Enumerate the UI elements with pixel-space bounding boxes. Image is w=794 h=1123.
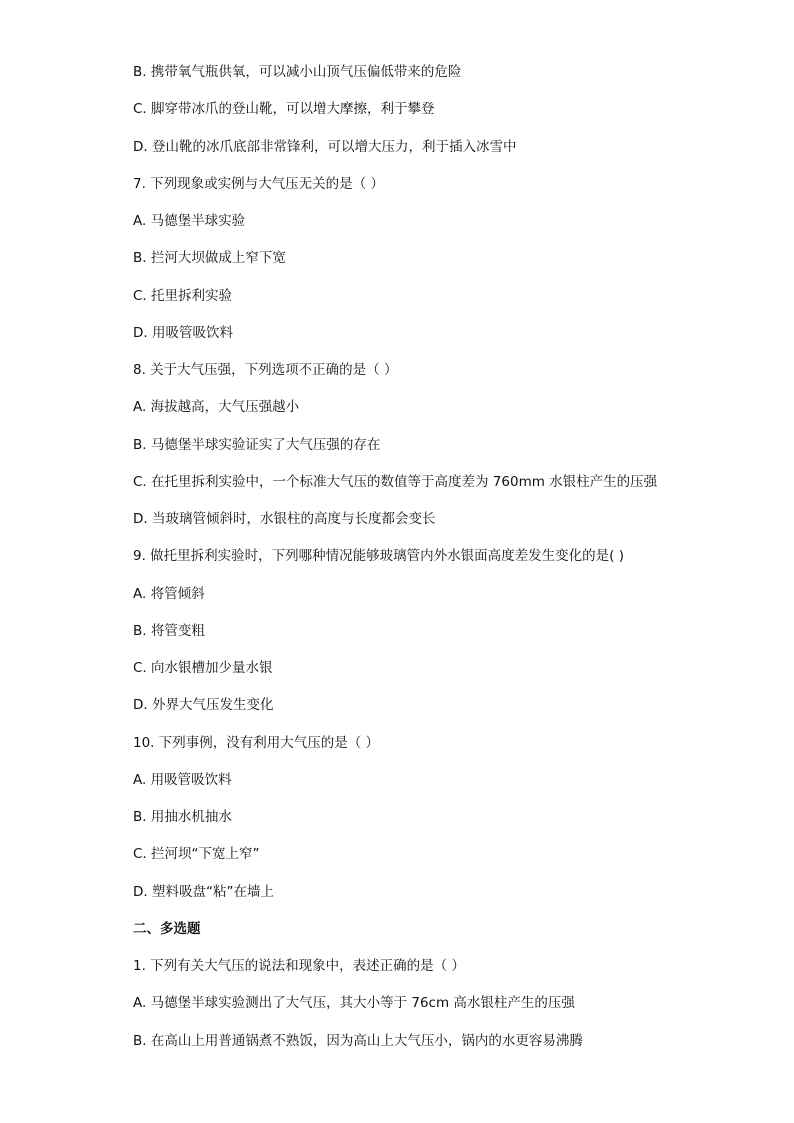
option-10c: C. 拦河坝“下宽上窄” xyxy=(133,846,260,862)
option-6c: C. 脚穿带冰爪的登山靴，可以增大摩擦，利于攀登 xyxy=(133,101,435,117)
option-6b: B. 携带氧气瓶供氧，可以减小山顶气压偏低带来的危险 xyxy=(133,64,462,80)
option-9b: B. 将管变粗 xyxy=(133,623,205,639)
option-10d: D. 塑料吸盘“粘”在墙上 xyxy=(133,884,274,900)
option-6d: D. 登山靴的冰爪底部非常锋利，可以增大压力，利于插入冰雪中 xyxy=(133,139,517,155)
question-8: 8. 关于大气压强，下列选项不正确的是（ ） xyxy=(133,362,398,378)
option-10b: B. 用抽水机抽水 xyxy=(133,809,232,825)
question-7: 7. 下列现象或实例与大气压无关的是（ ） xyxy=(133,176,384,192)
option-8d: D. 当玻璃管倾斜时，水银柱的高度与长度都会变长 xyxy=(133,511,436,527)
option-7c: C. 托里拆利实验 xyxy=(133,288,233,304)
option-7d: D. 用吸管吸饮料 xyxy=(133,325,233,341)
question-m1: 1. 下列有关大气压的说法和现象中，表述正确的是（ ） xyxy=(133,958,465,974)
option-8b: B. 马德堡半球实验证实了大气压强的存在 xyxy=(133,437,381,453)
option-m1b: B. 在高山上用普通锅煮不熟饭，因为高山上大气压小，锅内的水更容易沸腾 xyxy=(133,1033,583,1049)
section-heading-multiple-choice: 二、多选题 xyxy=(133,921,201,937)
option-9c: C. 向水银槽加少量水银 xyxy=(133,660,273,676)
option-7b: B. 拦河大坝做成上窄下宽 xyxy=(133,250,286,266)
option-8c: C. 在托里拆利实验中，一个标准大气压的数值等于高度差为 760mm 水银柱产生的压强 xyxy=(133,474,658,490)
option-7a: A. 马德堡半球实验 xyxy=(133,213,246,229)
option-8a: A. 海拔越高，大气压强越小 xyxy=(133,399,300,415)
question-9: 9. 做托里拆利实验时，下列哪种情况能够玻璃管内外水银面高度差发生变化的是( ) xyxy=(133,548,624,564)
option-9d: D. 外界大气压发生变化 xyxy=(133,697,274,713)
option-9a: A. 将管倾斜 xyxy=(133,586,205,602)
question-10: 10. 下列事例，没有利用大气压的是（ ） xyxy=(133,735,380,751)
option-m1a: A. 马德堡半球实验测出了大气压，其大小等于 76cm 高水银柱产生的压强 xyxy=(133,995,575,1011)
option-10a: A. 用吸管吸饮料 xyxy=(133,772,232,788)
